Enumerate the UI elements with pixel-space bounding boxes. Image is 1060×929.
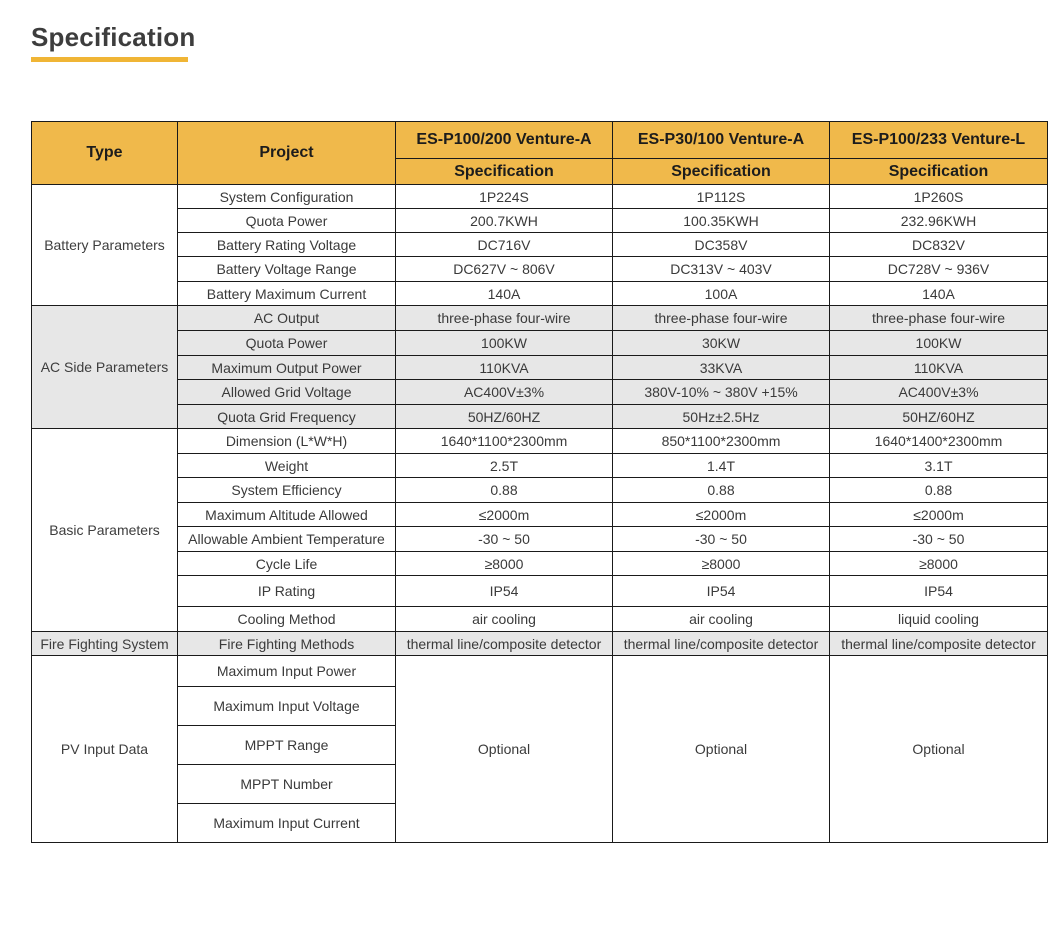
row-label: Maximum Input Power [178, 656, 396, 687]
value-cell: -30 ~ 50 [830, 527, 1048, 552]
row-label: Allowable Ambient Temperature [178, 527, 396, 552]
value-cell: 0.88 [396, 478, 613, 503]
value-cell: ≥8000 [613, 552, 830, 576]
optional-cell: Optional [396, 656, 613, 843]
project-header: Project [178, 122, 396, 185]
title-underline [31, 57, 188, 62]
spec-header: Specification [396, 159, 613, 185]
row-label: Cooling Method [178, 607, 396, 632]
value-cell: IP54 [396, 576, 613, 607]
row-label: Quota Grid Frequency [178, 405, 396, 429]
table-row [32, 478, 1048, 503]
row-label: MPPT Number [178, 765, 396, 804]
value-cell: ≤2000m [830, 503, 1048, 527]
table-row [32, 552, 1048, 576]
value-cell: DC832V [830, 233, 1048, 257]
optional-cell: Optional [613, 656, 830, 843]
value-cell: 30KW [613, 331, 830, 356]
group-ac-side-parameters: AC Side Parameters [32, 306, 178, 429]
value-cell: AC400V±3% [396, 380, 613, 405]
group-basic-parameters: Basic Parameters [32, 429, 178, 632]
table-row [32, 257, 1048, 282]
table-row [32, 356, 1048, 380]
value-cell: 110KVA [396, 356, 613, 380]
value-cell: air cooling [396, 607, 613, 632]
value-cell: -30 ~ 50 [396, 527, 613, 552]
row-label: System Efficiency [178, 478, 396, 503]
value-cell: thermal line/composite detector [396, 632, 613, 656]
row-label: System Configuration [178, 185, 396, 209]
value-cell: 140A [396, 282, 613, 306]
value-cell: 140A [830, 282, 1048, 306]
table-row [32, 632, 1048, 656]
value-cell: DC728V ~ 936V [830, 257, 1048, 282]
value-cell: DC716V [396, 233, 613, 257]
table-row [32, 405, 1048, 429]
row-label: Weight [178, 454, 396, 478]
row-label: Maximum Input Current [178, 804, 396, 843]
table-row [32, 282, 1048, 306]
table-row [32, 209, 1048, 233]
value-cell: 850*1100*2300mm [613, 429, 830, 454]
table-row [32, 331, 1048, 356]
value-cell: 2.5T [396, 454, 613, 478]
value-cell: 100KW [830, 331, 1048, 356]
table-row [32, 233, 1048, 257]
value-cell: 1.4T [613, 454, 830, 478]
value-cell: ≤2000m [613, 503, 830, 527]
value-cell: -30 ~ 50 [613, 527, 830, 552]
value-cell: 50HZ/60HZ [396, 405, 613, 429]
row-label: Battery Rating Voltage [178, 233, 396, 257]
row-label: IP Rating [178, 576, 396, 607]
specification-table [31, 121, 1048, 843]
row-label: Dimension (L*W*H) [178, 429, 396, 454]
table-row [32, 576, 1048, 607]
value-cell: DC358V [613, 233, 830, 257]
value-cell: DC313V ~ 403V [613, 257, 830, 282]
table-row [32, 429, 1048, 454]
value-cell: 110KVA [830, 356, 1048, 380]
row-label: Battery Maximum Current [178, 282, 396, 306]
row-label: Cycle Life [178, 552, 396, 576]
value-cell: three-phase four-wire [830, 306, 1048, 331]
row-label: Fire Fighting Methods [178, 632, 396, 656]
value-cell: 50HZ/60HZ [830, 405, 1048, 429]
value-cell: 1P224S [396, 185, 613, 209]
value-cell: AC400V±3% [830, 380, 1048, 405]
value-cell: 100A [613, 282, 830, 306]
value-cell: three-phase four-wire [613, 306, 830, 331]
group-fire-fighting-system: Fire Fighting System [32, 632, 178, 656]
value-cell: 0.88 [613, 478, 830, 503]
value-cell: three-phase four-wire [396, 306, 613, 331]
row-label: Battery Voltage Range [178, 257, 396, 282]
group-pv-input-data: PV Input Data [32, 656, 178, 843]
value-cell: 200.7KWH [396, 209, 613, 233]
value-cell: 380V-10% ~ 380V +15% [613, 380, 830, 405]
table-row [32, 527, 1048, 552]
spec-header: Specification [613, 159, 830, 185]
group-battery-parameters: Battery Parameters [32, 185, 178, 306]
value-cell: 50Hz±2.5Hz [613, 405, 830, 429]
row-label: Maximum Altitude Allowed [178, 503, 396, 527]
value-cell: ≥8000 [830, 552, 1048, 576]
table-row [32, 306, 1048, 331]
table-row [32, 607, 1048, 632]
value-cell: ≤2000m [396, 503, 613, 527]
row-label: AC Output [178, 306, 396, 331]
value-cell: thermal line/composite detector [613, 632, 830, 656]
row-label: Quota Power [178, 209, 396, 233]
value-cell: thermal line/composite detector [830, 632, 1048, 656]
row-label: Maximum Output Power [178, 356, 396, 380]
value-cell: 3.1T [830, 454, 1048, 478]
table-row [32, 656, 1048, 687]
page-title: Specification [31, 22, 196, 52]
model-header: ES-P100/200 Venture-A [396, 122, 613, 159]
value-cell: air cooling [613, 607, 830, 632]
header-row-models [32, 122, 1048, 159]
value-cell: 0.88 [830, 478, 1048, 503]
table-row [32, 454, 1048, 478]
value-cell: 1640*1100*2300mm [396, 429, 613, 454]
value-cell: IP54 [830, 576, 1048, 607]
value-cell: 232.96KWH [830, 209, 1048, 233]
optional-cell: Optional [830, 656, 1048, 843]
value-cell: 1P260S [830, 185, 1048, 209]
value-cell: DC627V ~ 806V [396, 257, 613, 282]
value-cell: IP54 [613, 576, 830, 607]
table-row [32, 185, 1048, 209]
value-cell: 100.35KWH [613, 209, 830, 233]
row-label: Maximum Input Voltage [178, 687, 396, 726]
table-row [32, 380, 1048, 405]
spec-header: Specification [830, 159, 1048, 185]
value-cell: liquid cooling [830, 607, 1048, 632]
value-cell: 1P112S [613, 185, 830, 209]
type-header: Type [32, 122, 178, 185]
value-cell: 1640*1400*2300mm [830, 429, 1048, 454]
value-cell: 33KVA [613, 356, 830, 380]
value-cell: 100KW [396, 331, 613, 356]
model-header: ES-P30/100 Venture-A [613, 122, 830, 159]
row-label: Allowed Grid Voltage [178, 380, 396, 405]
model-header: ES-P100/233 Venture-L [830, 122, 1048, 159]
row-label: MPPT Range [178, 726, 396, 765]
value-cell: ≥8000 [396, 552, 613, 576]
table-row [32, 503, 1048, 527]
row-label: Quota Power [178, 331, 396, 356]
